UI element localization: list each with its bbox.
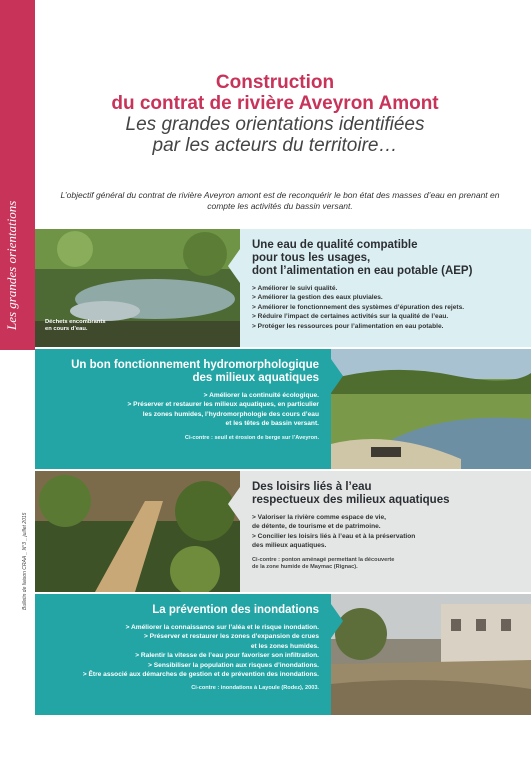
panel-leisure xyxy=(240,471,531,592)
photo-caption: Déchets encombrants en cours d’eau. xyxy=(45,319,106,332)
section-heading: Des loisirs liés à l’eau respectueux des milieux aquatiques xyxy=(252,481,450,506)
photo-caption: Ci-contre : inondations à Layoule (Rodez), 2003. xyxy=(191,685,319,692)
section-leisure xyxy=(35,471,531,592)
section-flood-prevention xyxy=(35,594,531,715)
section-hydromorphology xyxy=(35,349,531,469)
arrow-left-icon xyxy=(228,487,240,521)
section-heading: La prévention des inondations xyxy=(152,604,319,616)
page-title xyxy=(60,72,490,156)
bulletin-reference: Bulletin de liaison CRAA _ N°3 _ juillet 2015 xyxy=(22,512,28,610)
title-line-1: Construction xyxy=(215,72,335,93)
photo-weir-erosion xyxy=(331,349,531,469)
photo-caption: Ci-contre : seuil et érosion de berge sur l’Aveyron. xyxy=(184,434,319,441)
title-line-4: par les acteurs du territoire… xyxy=(152,135,398,156)
bullet-list: > Améliorer la connaissance sur l’aléa et le risque inondation. > Préserver et restaurer les zones d’expansion de crues et les zones humides. > Ralentir la vitesse de l’eau pour favoriser son infiltration. > Sensibiliser la population aux risques d’inondations. > Être associé aux démarches de gestion et de prévention des inondations. xyxy=(82,624,319,679)
photo-river-waste xyxy=(35,229,240,347)
photo-boardwalk xyxy=(35,471,240,592)
arrow-left-icon xyxy=(228,249,240,283)
photo-caption: Ci-contre : ponton aménagé permettant la découverte de la zone humide de Maymac (Rignac). xyxy=(252,556,395,570)
panel-hydromorphology xyxy=(35,349,331,469)
intro-paragraph: L’objectif général du contrat de rivière Aveyron amont est de reconquérir le bon état des masses d’eau en prenant en compte les activités du bassin versant. xyxy=(60,190,500,211)
arrow-right-icon xyxy=(331,604,343,638)
photo-flood xyxy=(331,594,531,715)
bullet-list: > Améliorer le suivi qualité. > Améliorer la gestion des eaux pluviales. > Améliorer le fonctionnement des systèmes d’épuration des rejets. > Réduire l’impact de certaines activités sur la qualité de l’eau. > Protéger les ressources pour l’alimentation en eau potable. xyxy=(252,285,465,330)
bullet-list: > Valoriser la rivière comme espace de vie, de détente, de tourisme et de patrimoine. > Concilier les loisirs liés à l’eau et à la préservation des milieux aquatiques. xyxy=(252,514,416,550)
title-line-2: du contrat de rivière Aveyron Amont xyxy=(111,93,439,114)
bullet-list: > Améliorer la continuité écologique. > Préserver et restaurer les milieux aquatiques, en particulier les zones humides, l’hydromorphologie des cours d’eau et les têtes de bassin versant. xyxy=(127,392,319,428)
arrow-right-icon xyxy=(331,359,343,393)
side-label: Les grandes orientations xyxy=(4,200,19,330)
section-heading: Une eau de qualité compatible pour tous les usages, dont l’alimentation en eau potable (AEP) xyxy=(252,239,473,277)
section-heading: Un bon fonctionnement hydromorphologique des milieux aquatiques xyxy=(71,359,319,384)
title-line-3: Les grandes orientations identifiées xyxy=(125,114,425,135)
panel-flood-prevention xyxy=(35,594,331,715)
section-water-quality xyxy=(35,229,531,347)
panel-water-quality xyxy=(240,229,531,347)
side-band xyxy=(0,0,35,350)
